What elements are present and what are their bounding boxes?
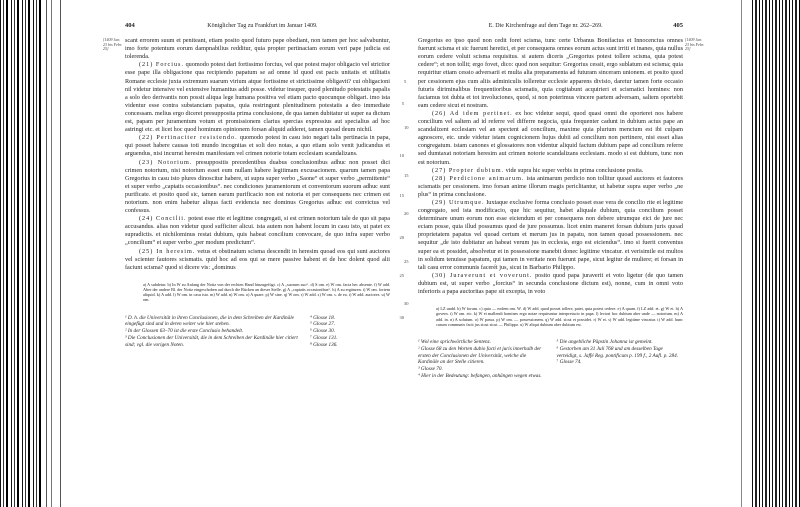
running-head: Königlicher Tag zu Frankfurt im Januar 1409. bbox=[207, 23, 318, 29]
critical-apparatus: a) A subdetur. b) In W zu Anfang der Notiz von der rechten Hand hinzugefügt. c) A „suorum suo“. d) S om. e) W om. facta hec absente. f) W add. Aber der andere Bl. der Notiz eingeschoben auf durch die Rücken an dieser Stelle. g) A „captatis occasionibus“. h) A zu ergänzen. i) W om. fortem aliquid. k) A add. l) W om. in casu isto. m) W add. n) W om. o) A quare. p) W sine. q) W om. r) W add. s) W om. s. de ea. t) W add. auctores. u) W om. bbox=[143, 281, 390, 303]
margin-date-note: [1409 Jan. 23 bis Febr. 25] bbox=[685, 37, 704, 51]
line-number: 10 bbox=[404, 125, 409, 130]
footnote: ² In der Glossen 63–70 ist die erste Conclusio behandelt. bbox=[125, 328, 244, 335]
section-heading: (29) Utrumque. bbox=[432, 198, 485, 206]
paragraph: (29) Utrumque. Iuxtaque exclusive forma conclusio posset esse vera de concilio rite et legitime congregato, sed ista modificacio, que hic sequitur, habet aliquale dubium, quia concilium posset determinare unum eorum non esse eiciendum et per consequens non debere utrumque eici de jure nec eciam posse, quia illud possumus quod de jure possumus. licet enim maneret forsan dubium juris quoad proprietatem papatus vel quoad certum et merum jus in papatu, non tamen quoad possessionem. nec sequitur „de isto dubitatur an habeat verum jus in ecclesia, ergo est eiciendus“. imo si fuerit conventus super ea et possidet, absolvetur et in possessione manebit donec legitime vincatur. et verisimile est multos in solidum tenuisse papatum, qui tamen in veritate non fuerunt pape, sicut legitur de muliere; et forsan in tali casu error communis facerét jus, sicut in Barbario Philippo. bbox=[418, 198, 684, 271]
paragraph: (21) Forcius. quomodo potest dari fortissimo forcius, vel que potest major obligacio vel strictior esse pape illa obligacione qua recipiendo papatum se ad omne id quod est pacis unitatis et utilitatis Romane ecclesie juxta extremum suarum virium atque fortissime et strictissime obligavit? cui obligacioni nil videtur intensive vel extensive humanitus addi posse. videtur insuper, quod plenitudo potestatis papalis a solo deo derivantis non possit aliqua lege humana positiva vel etiam pacto quocunque obligari. imo ista videntur esse contra substanciam papatus, quia restringunt plenitudinem potestatis a deo immediate concessam. melius ergo diceret presupposita prima conclusione, de qua tamen dubitatur ut super ea dictum est, papam per juramentum votum et promissionem clarius spercias expressius aut specialius ad hoc astringi etc. et licet hoc quod hominum opinionem forsan aliquid adderet, tamen quoad deum nichil. bbox=[125, 61, 391, 134]
footnote: ⁶ Glosse 30. bbox=[310, 328, 336, 335]
paragraph: (24) Concilii. potest esse rite et legitime congregati, si est crimen notorium tale de quo sit papa accusandus. alias non videtur quod sufficiter alicui. ista autem non habent locum in casu isto, ut patet ex supradictis. et nichilominus restat dubium, quis habeat concilium convocare, de quo infra super verbo „concilium“ et super verbo „per modum predictum“. bbox=[125, 215, 391, 247]
footnotes bbox=[125, 315, 390, 349]
running-head: E. Die Kirchenfrage auf dem Tage nr. 262–269. bbox=[488, 23, 603, 29]
section-heading: (25) In heresim. bbox=[139, 247, 196, 255]
paragraph: Gregorius eo ipso quod non cedit foret scisma, tunc certe Urbanus Bonifacius et Innocencius omnes fuerunt scisma et sic fuerunt heretici, et per consequens omnes eorum actus sunt irriti et inanes, quia nullus eorum cedere voluit scisma requisitus. si autem diceris „Gregorius potest tollere scisma, quia potest cedere“; et non tollit; ergo fovet, dico: quod non sequitur: Gregorius cessit, ergo sublatum est scisma; quia requiritur etiam cessio adversarii et multa alia preparamenta ad futuram sinceram unionem. et posito quod per cessionem ejus cum aliis adminiculis tolleretur ecclesie apparens divisio, daretur tamen forte occasio futuris diriminalibus frequentioribus scismatis, quia cogitabunt acquirieri et scismatici homines: non faciamus tot dubia et tot involuciones, quod, si non poterimus vincere partem adversam, saltem oportebit eam cedere sicut et nostram. bbox=[418, 37, 683, 109]
footnotes bbox=[418, 339, 683, 380]
paragraph: (27) Propter dubium. vide supra hic super verbis in prima conclusione posita. bbox=[432, 166, 644, 174]
paragraph: (28) Perdicione animarum. ista animarum perdicio non tollitur quoad auctores et fautores scismatis per cessionem. imo forsan anime illorum magis periclitantur, ut habetur supra super verbo „ne plus“ in prima conclusione. bbox=[418, 174, 684, 198]
section-heading: (22) Pertinaciter resistendo. bbox=[139, 134, 238, 142]
line-number: 20 bbox=[399, 235, 404, 240]
section-heading: (24) Concilii. bbox=[139, 215, 187, 223]
critical-apparatus: a) LZ undd. b) W forum. c) quia — eodem om. W. d) W add. quod posset tollere, patet, quia potest cedere. e) A quam. f) LZ add. et. g) W et. h) A govern. i) W om. etc. k) W et mallendi homines ergo notae requiruntur interpretacio in papa. l) lectori hoc dubium aber unde — notorium. m) A add. in. n) A solutum. o) W passa. p) W om. — possessionem. q) W add. sicut et possidet. r) W et. s) W add. legitime vincatur. t) W add. hunc casum communis facit jus sicut sicut — Philippo. u) W aliqui dubium aber dubium est. bbox=[436, 306, 683, 327]
book-edge-right bbox=[750, 0, 800, 507]
footnote: ⁵ Glosse 27. bbox=[310, 321, 336, 328]
footnotes-column-2 bbox=[310, 315, 390, 349]
paragraph: (30) Juraverunt et voverunt. posito quod papa juraverit et voto ligetur (de quo tamen dubium est, ut super verbo „forcius“ in secunda conclusione dictum est), nonne, cum in omni voto inferioris a papa auctoritas pape sit excepta, in voto bbox=[418, 271, 684, 295]
running-header bbox=[125, 22, 390, 30]
footnotes-column-2 bbox=[557, 339, 684, 380]
line-number: 25 bbox=[399, 273, 404, 278]
paragraph: (25) In heresim. vetus et obstinatum scisma descendit in heresim quoad eos qui sunt auctores vel scienter fautores scismatis. quid hoc ad eos qui se mere passive habent et de hoc dolent quod alii faciunt scisma? quod si dicere vis: „dominus bbox=[125, 247, 390, 271]
section-heading: (21) Forcius. bbox=[139, 61, 184, 69]
section-heading: (28) Perdicione animarum. bbox=[432, 174, 525, 182]
paragraph: (26) Ad idem pertinet. ex hoc videtur sequi, quod quasi omni die oporteret nos habere concilium vel saltem ad id referre vel differre negocia, quia frequenter cadunt in dubium actus pape an scandalizent ecclesiam vel an spectent ad concilium, maxime quia plurium mencium est ibi culpam agnoscere, etc. unde videtur istam cognicionem hujus dubii ad concilium non pertinere, nisi esset alias congregatum. istam canones et glossatores non videntur aliquid factum dubium pape ad concilium referre sed dumtaxat notoriam heresim aut crimen notorie scandalizans ecclesiam. modo si est dubium, tunc non est notorium. bbox=[418, 109, 683, 166]
footnotes-column-1 bbox=[125, 315, 298, 349]
footnote: ⁶ Gestorben am 31 Juli 768 und am desselben Tage verteidigt, s. Jaffé Reg. pontificum p. 199 f., 2 Aufl. p. 284. bbox=[556, 345, 679, 359]
line-number: 10 bbox=[399, 153, 404, 158]
right-page bbox=[404, 22, 704, 380]
footnote: ³ Glosse 70. bbox=[418, 366, 443, 373]
footnote: ¹ D. h. die Universität in ihren Conclusionen, die in dem Schreiben der Kardinäle eingefügt sind und in deren weiter wie hier stehen. bbox=[125, 314, 294, 328]
line-number: 5 bbox=[404, 79, 407, 84]
footnote: ⁷ Glosse 74. bbox=[556, 359, 582, 366]
section-heading: (23) Notorium. bbox=[139, 158, 193, 166]
book-edge-left bbox=[0, 0, 42, 507]
book-edge-left-inner bbox=[42, 0, 64, 507]
main-text bbox=[125, 37, 390, 272]
footnote: ⁴ Glosse 18. bbox=[310, 314, 336, 321]
page-number: 404 bbox=[125, 22, 135, 29]
line-number: 20 bbox=[404, 211, 409, 216]
footnote: ⁴ Hier in der Bedeutung: befangen, anhängen wegen etwas. bbox=[418, 372, 542, 379]
paragraph: scant errorem suum et peniteant, etiam posito quod futuro pape obediant, non tamen per hoc salvabuntur, imo forte potentum eorum dampnabilius redditur, quia propter pertinaciam eorum veri pape judicia est tolerenda. bbox=[125, 37, 390, 61]
line-number: 30 bbox=[399, 315, 404, 320]
page-number: 405 bbox=[673, 22, 683, 29]
line-number: 30 bbox=[404, 301, 409, 306]
running-header bbox=[418, 22, 683, 30]
line-number: 5 bbox=[401, 101, 404, 106]
footnote: ³ Die Conclusionen der Universität, die in dem Schreiben der Kardinäle hier citiert sind; vgl. die vorigen Noten. bbox=[125, 335, 298, 348]
section-heading: (30) Juraverunt et voverunt. bbox=[432, 271, 533, 279]
paragraph: (22) Pertinaciter resistendo. quomodo potest in casu isto negari talis pertinacia in papa, qui posset habere causas toti mundo incognitas et soli deo notas, a quo etiam solo venit judicandus et arguendus, nisi incurrat heresim manifestam vel crimen notorie totam ecclesiam scandalizans. bbox=[125, 134, 390, 158]
margin-date-note: [1409 Jan. 23 bis Febr. 25] bbox=[103, 37, 122, 51]
line-number: 15 bbox=[404, 173, 409, 178]
left-page bbox=[103, 22, 404, 349]
book-edge-right-inner bbox=[736, 0, 750, 507]
line-number: 15 bbox=[399, 193, 404, 198]
main-text bbox=[418, 37, 683, 296]
paragraph: (23) Notorium. presuppositis precedentibus duabus conclusionibus adhuc non posset dici crimen notorium, nisi notorium esset eum nullam habere legitimam excusacionem. quarum tamen papa Gregorius in casu isto plures dinoscitur habere, ut supra super verbo „Saone“ et super verbo „permittente“ et super verbo „captatis occasionibus“. nec condiciones juramentorum et conventorum suorum adhuc sunt purificate. et posito quod sic, tamen earum purificacio non est notoria et per consequens nec crimen est notorium. non enim habetur aliqua facti evidencia nec dominus Gregorius adhuc est convictus vel confessus. bbox=[125, 158, 390, 215]
footnote: ⁷ Glosse 131. bbox=[310, 335, 338, 342]
line-number: 25 bbox=[404, 259, 409, 264]
footnotes-column-1 bbox=[418, 339, 545, 380]
footnote: ⁵ Die angebliche Päpstin Johanna ist gemeint. bbox=[556, 338, 653, 345]
footnote: ² Glosse 68 zu den Worten dubio facti et juris innerhalb der ersten der Conclusionen der Universität, welche die Kardinäle an der Stelle citieren. bbox=[418, 345, 542, 366]
footnote: ¹ Wol eine sprichwörtliche Sentenz. bbox=[418, 338, 491, 345]
footnote: ⁸ Glosse 136. bbox=[310, 341, 338, 348]
section-heading: (27) Propter dubium. bbox=[432, 166, 505, 174]
section-heading: (26) Ad idem pertinet. bbox=[432, 109, 513, 117]
